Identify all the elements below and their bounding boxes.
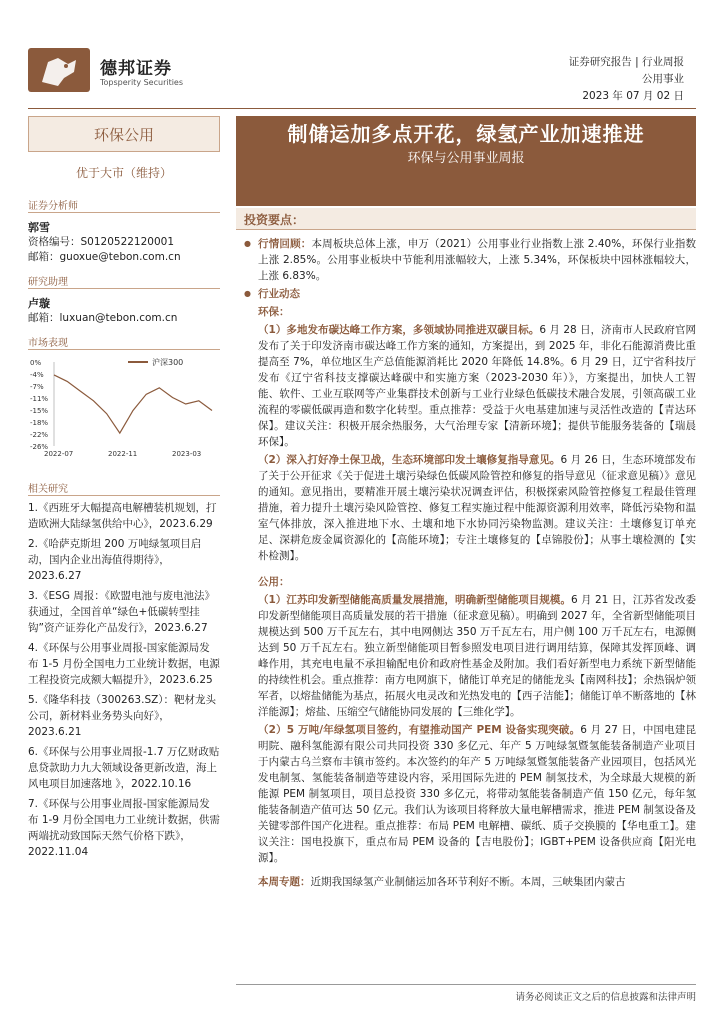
industry: 公用事业 xyxy=(642,73,684,85)
logo-cn-text: 德邦证券 xyxy=(100,59,172,79)
rating: 优于大市（维持） xyxy=(75,166,172,180)
y-tick-label: -18% xyxy=(30,419,49,427)
y-tick-label: -15% xyxy=(30,407,49,415)
related-item[interactable]: 5.《隆华科技（300263.SZ）：靶材龙头公司，新材料业务势头向好》，2023.6.21 xyxy=(28,694,217,738)
env-label: 环保： xyxy=(258,306,290,318)
y-tick-label: 0% xyxy=(30,359,42,367)
y-tick-label: -26% xyxy=(30,443,49,451)
util-item-1-head: （1）江苏印发新型储能高质量发展措施，明确新型储能项目规模。 xyxy=(258,594,571,606)
util-item-1-text: 6 月 21 日，江苏省发改委印发新型储能项目高质量发展的若干措施（征求意见稿）。明确到 2027 年，全省新型储能项目规模达到 500 万千瓦左右，其中电网侧达 350 万千瓦左右，用户侧 100 万千瓦左右，电源侧达到 50 万千瓦左右。独立新型储能项目暂参照发电项目进行调用结算，保障其发挥顶峰、调峰作用，其充电电量不承担输配电价和政府性基金及附加。我们看好新型电力系统下新型储能的持续性机会。重点推荐：南方电网旗下，储能订单充足的储能龙头【南网科技】；余热锅炉领军者，以熔盐储能为基点，拓展火电灵改和光热发电的【西子洁能】；储能订单不断落地的【林洋能源】；熔盐、压缩空气储能协同发展的【三维化学】。 xyxy=(258,594,696,718)
assistant-email[interactable]: 邮箱：luxuan@tebon.com.cn xyxy=(28,312,178,324)
industry-dynamics xyxy=(244,286,696,302)
weekly-topic-label: 本周专题： xyxy=(258,876,311,888)
market-chart xyxy=(28,354,220,464)
env-item-2 xyxy=(258,452,696,564)
report-title: 制储运加多点开花，绿氢产业加速推进 xyxy=(287,122,645,146)
analyst-cert: 资格编号：S0120522120001 xyxy=(28,236,175,248)
market-review-text: 本周板块总体上涨，申万（2021）公用事业行业指数上涨 2.40%，环保行业指数上涨 2.85%。公用事业板块中节能利用涨幅较大，上涨 5.34%，环保板块中园林涨幅较大，上涨 6.83%。 xyxy=(258,238,697,282)
y-tick-label: -4% xyxy=(30,371,44,379)
related-item[interactable]: 1.《西班牙大幅提高电解槽装机规划，打造欧洲大陆绿氢供给中心》，2023.6.29 xyxy=(28,502,217,530)
y-tick-label: -22% xyxy=(30,431,49,439)
header-rule xyxy=(28,108,696,109)
related-item[interactable]: 3.《ESG 周报：《欧盟电池与废电池法》获通过，全国首单“绿色+低碳转型挂钩”资产证券化产品发行》，2023.6.27 xyxy=(28,590,216,634)
x-tick-label: 2023-03 xyxy=(172,450,202,458)
related-item[interactable]: 6.《环保与公用事业周报-1.7 万亿财政贴息贷款助力九大领域设备更新改造，海上风电项目加速落地 》，2022.10.16 xyxy=(28,746,220,790)
util-item-1 xyxy=(258,592,696,720)
analyst-label: 证券分析师 xyxy=(28,197,220,213)
util-item-2-head: （2）5 万吨/年绿氢项目签约，有望推动国产 PEM 设备实现突破。 xyxy=(258,724,581,736)
logo-mark-icon xyxy=(28,48,90,92)
report-subtitle: 环保与公用事业周报 xyxy=(407,151,525,166)
env-item-1-head: （1）多地发布碳达峰工作方案，多领域协同推进双碳目标。 xyxy=(258,324,540,336)
company-logo xyxy=(28,48,198,92)
analyst-email[interactable]: 邮箱：guoxue@tebon.com.cn xyxy=(28,251,181,263)
x-tick-label: 2022-11 xyxy=(108,450,138,458)
weekly-topic-text: 近期我国绿氢产业制储运加各环节利好不断。本周，三峡集团内蒙古 xyxy=(310,876,626,888)
related-label: 相关研究 xyxy=(28,480,220,496)
related-item[interactable]: 7.《环保与公用事业周报-国家能源局发布 1-9 月份全国电力工业统计数据，供需两端扰动致国际天然气价格下跌》，2022.11.04 xyxy=(28,798,220,858)
key-points-heading: 投资要点： xyxy=(236,208,696,230)
report-body xyxy=(244,236,696,890)
assistant-label: 研究助理 xyxy=(28,273,220,289)
header-meta xyxy=(569,54,684,105)
legend-label: 沪深300 xyxy=(152,358,184,367)
env-item-2-text: 6 月 26 日，生态环境部发布了关于公开征求《关于促进土壤污染绿色低碳风险管控和修复的指导意见（征求意见稿）》意见的通知。意见指出，要精准开展土壤污染状况调查评估，积极探索风险管控修复工程最佳管理措施，着力提升土壤污染风险管控、修复工程实施过程中能源资源利用效率，降低污染物和温室气体排放，深入推进地下水、土壤和地下水协同污染物监测。建议关注：土壤修复订单充足、深耕危废金属资源化的【高能环境】；专注土壤修复的【卓锦股份】；从事土壤检测的【实朴检测】。 xyxy=(258,454,696,562)
util-item-2-text: 6 月 27 日，中国电建昆明院、融科氢能源有限公司共同投资 330 多亿元、年产 5 万吨绿氢暨氢能装备制造产业项目于内蒙古乌兰察布丰镇市签约。本次签约的年产 5 万吨绿氢暨氢能装备产业园项目，包括风光发电制氢、氢能装备制造等建设内容，采用国际先进的 PEM 制氢技术，为全球最大规模的新能源 PEM 制氢项目，项目总投资 330 多亿元，将带动氢能装备制造产值 150 亿元，每年氢能装备制造产值可达 50 亿元。我们认为该项目将释放大量电解槽需求，推进 PEM 制氢设备及关键零部件国产化进程。重点推荐：布局 PEM 电解槽、碳纸、质子交换膜的【华电重工】。建议关注：国电投旗下，重点布局 PEM 设备的【吉电股份】；IGBT+PEM 设备供应商【阳光电源】。 xyxy=(258,724,696,864)
logo-en-text: Topsperity Securities xyxy=(100,78,184,87)
market-label: 市场表现 xyxy=(28,334,220,350)
x-tick-label: 2022-07 xyxy=(44,450,74,458)
related-list xyxy=(28,500,220,860)
env-item-2-head: （2）深入打好净土保卫战，生态环境部印发土壤修复指导意见。 xyxy=(258,454,561,466)
report-type: 证券研究报告 | 行业周报 xyxy=(568,56,684,68)
util-label: 公用： xyxy=(258,576,290,588)
series-line-hs300 xyxy=(54,375,212,433)
sidebar xyxy=(28,116,220,864)
related-item[interactable]: 4.《环保与公用事业周报-国家能源局发布 1-5 月份全国电力工业统计数据，电源工程投资完成额大幅提升》，2023.6.25 xyxy=(28,642,220,686)
analyst-name: 郭雪 xyxy=(28,221,50,234)
footer-disclaimer: 请务必阅读正文之后的信息披露和法律声明 xyxy=(236,984,696,1003)
weekly-topic xyxy=(258,874,696,890)
assistant-name: 卢璇 xyxy=(28,297,50,310)
util-item-2 xyxy=(258,722,696,866)
title-banner xyxy=(236,116,696,206)
market-review-label: 行情回顾： xyxy=(258,238,312,250)
sector-badge: 环保公用 xyxy=(28,116,220,152)
env-item-1-text: 6 月 28 日，济南市人民政府官网发布了关于印发济南市碳达峰工作方案的通知，方案提出，到 2025 年，非化石能源消费比重提高至 7%，单位地区生产总值能源消耗比 2020 年降低 14.8%。6 月 29 日，辽宁省科技厅发布《辽宁省科技支撑碳达峰碳中和实施方案（2023-2030 年）》，方案提出，加快人工智能、软件、工业互联网等产业集群技术创新与工业行业绿色低碳技术融合发展，引领高碳工业流程的零碳低碳再造和数字化转型。重点推荐：受益于火电基建加速与灵活性改造的【青达环保】。建议关注：积极开展余热服务，大气治理专家【清新环境】；提供节能服务装备的【瑞晨环保】。 xyxy=(258,324,696,448)
y-tick-label: -11% xyxy=(30,395,49,403)
industry-dynamics-label: 行业动态 xyxy=(258,288,300,300)
env-section xyxy=(244,304,696,890)
market-chart-svg xyxy=(28,354,220,464)
y-tick-label: -7% xyxy=(30,383,44,391)
market-review xyxy=(244,236,696,284)
env-item-1 xyxy=(258,322,696,450)
report-date: 2023 年 07 月 02 日 xyxy=(582,90,684,102)
related-item[interactable]: 2.《哈萨克斯坦 200 万吨绿氢项目启动，国内企业出海值得期待》，2023.6.27 xyxy=(28,538,202,582)
